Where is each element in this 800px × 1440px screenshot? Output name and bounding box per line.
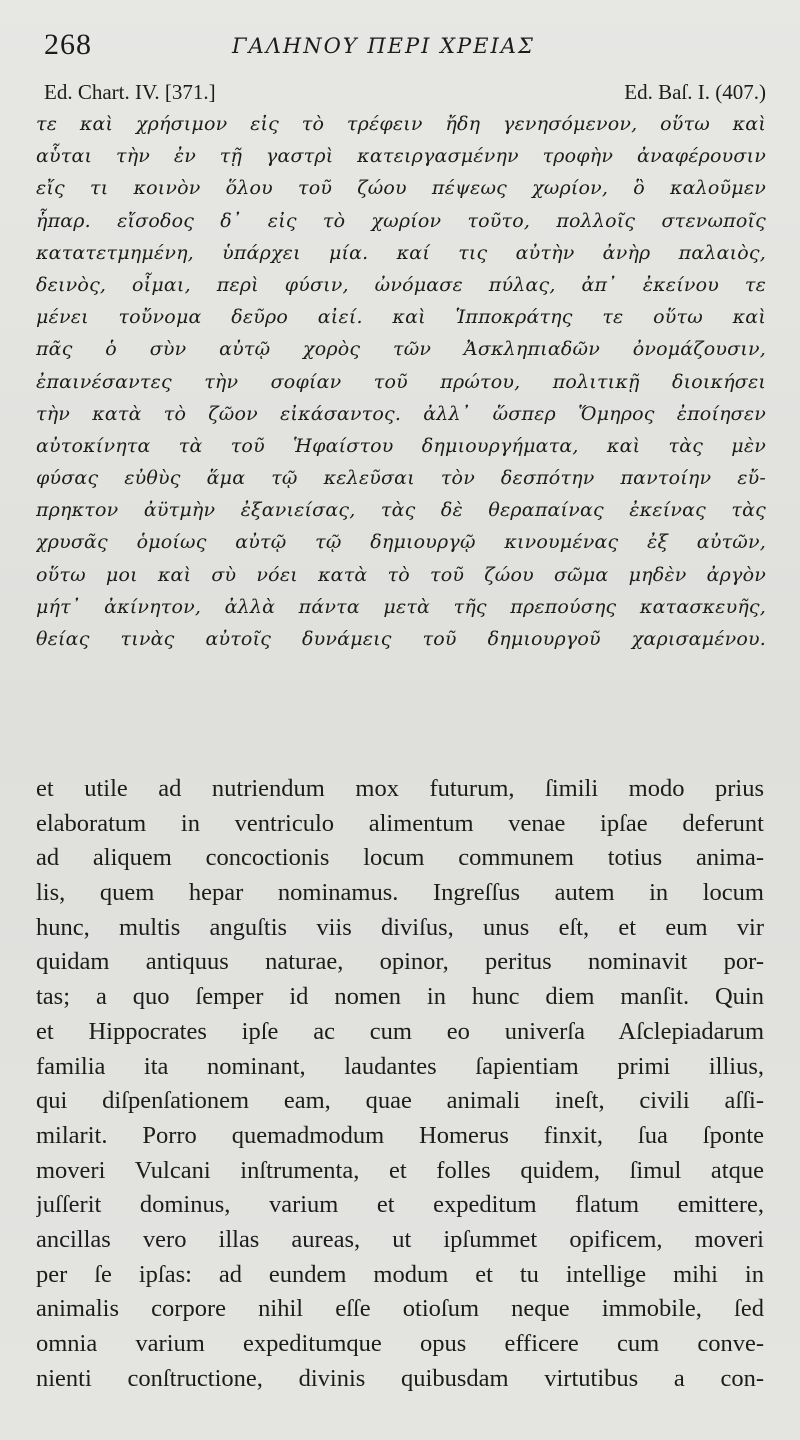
latin-text-line: juſſerit dominus, varium et expeditum flatum emittere, (36, 1191, 764, 1219)
latin-text-line: et Hippocrates ipſe ac cum eo univerſa Aſclepiadarum (36, 1017, 764, 1045)
greek-text-line: πρηκτον ἀϋτμὴν ἐξανιείσας, τὰς δὲ θεραπαίνας ἐκείνας τὰς (36, 499, 766, 522)
latin-text-line: elaboratum in ventriculo alimentum venae ipſae deferunt (36, 809, 764, 837)
latin-text-line: omnia varium expeditumque opus efficere cum conve- (36, 1330, 764, 1357)
edition-references (44, 80, 766, 110)
greek-text-line: θείας τινὰς αὐτοῖς δυνάμεις τοῦ δημιουργοῦ χαρισαμένου. (36, 628, 766, 650)
edition-reference-right: Ed. Baſ. I. (407.) (624, 80, 766, 104)
page-number: 268 (44, 28, 92, 61)
latin-text-line: per ſe ipſas: ad eundem modum et tu intellige mihi in (36, 1260, 764, 1288)
greek-text-line: κατατετμημένη, ὑπάρχει μία. καί τις αὐτὴν ἀνὴρ παλαιὸς, (36, 241, 766, 264)
edition-reference-left: Ed. Chart. IV. [371.] (44, 80, 216, 104)
greek-text-line: εἴς τι κοινὸν ὅλου τοῦ ζώου πέψεως χωρίον, ὃ καλοῦμεν (36, 177, 766, 200)
latin-text-line: nienti conſtructione, divinis quibusdam virtutibus a con- (36, 1364, 764, 1392)
latin-text-line: moveri Vulcani inſtrumenta, et folles quidem, ſimul atque (36, 1156, 764, 1184)
greek-text-line: αὗται τὴν ἐν τῇ γαστρὶ κατειργασμένην τροφὴν ἀναφέρουσιν (36, 145, 766, 168)
greek-text-line: φύσας εὐθὺς ἅμα τῷ κελεῦσαι τὸν δεσπότην παντοίην εὔ- (36, 467, 766, 490)
latin-text-line: milarit. Porro quemadmodum Homerus finxit, ſua ſponte (36, 1121, 764, 1149)
running-title: ΓΑΛΗΝΟΥ ΠΕΡΙ ΧΡΕΙΑΣ (232, 34, 535, 58)
latin-text-line: ancillas vero illas aureas, ut ipſummet opificem, moveri (36, 1225, 764, 1253)
latin-text-line: animalis corpore nihil eſſe otioſum neque immobile, ſed (36, 1295, 764, 1323)
latin-text-line: hunc, multis anguſtis viis diviſus, unus eſt, et eum vir (36, 913, 764, 941)
page-header (44, 28, 770, 72)
greek-text-line: ἐπαινέσαντες τὴν σοφίαν τοῦ πρώτου, πολιτικῇ διοικήσει (36, 370, 766, 393)
greek-text-block (36, 108, 766, 655)
greek-text-line: οὕτω μοι καὶ σὺ νόει κατὰ τὸ τοῦ ζώου σῶμα μηδὲν ἀργὸν (36, 563, 766, 586)
greek-text-line: τὴν κατὰ τὸ ζῶον εἰκάσαντος. ἀλλ᾽ ὥσπερ Ὅμηρος ἐποίησεν (36, 402, 766, 425)
latin-text-line: lis, quem hepar nominamus. Ingreſſus autem in locum (36, 879, 764, 907)
greek-text-line: ἧπαρ. εἴσοδος δ᾽ εἰς τὸ χωρίον τοῦτο, πολλοῖς στενωποῖς (36, 209, 766, 232)
greek-text-line: πᾶς ὁ σὺν αὐτῷ χορὸς τῶν Ἀσκληπιαδῶν ὀνομάζουσιν, (36, 338, 766, 361)
greek-text-line: χρυσᾶς ὁμοίως αὐτῷ τῷ δημιουργῷ κινουμένας ἐξ αὐτῶν, (36, 531, 766, 554)
latin-text-line: familia ita nominant, laudantes ſapientiam primi illius, (36, 1052, 764, 1080)
latin-text-line: quidam antiquus naturae, opinor, peritus nominavit por- (36, 948, 764, 976)
greek-text-line: μήτ᾽ ἀκίνητον, ἀλλὰ πάντα μετὰ τῆς πρεπούσης κατασκευῆς, (36, 595, 766, 618)
greek-text-line: δεινὸς, οἶμαι, περὶ φύσιν, ὠνόμασε πύλας, ἀπ᾽ ἐκείνου τε (36, 273, 766, 296)
latin-text-line: qui diſpenſationem eam, quae animali ineſt, civili aſſi- (36, 1087, 764, 1115)
greek-text-line: μένει τοὔνομα δεῦρο αἰεί. καὶ Ἱπποκράτης τε οὕτω καὶ (36, 306, 766, 329)
greek-text-line: αὐτοκίνητα τὰ τοῦ Ἡφαίστου δημιουργήματα, καὶ τὰς μὲν (36, 434, 766, 457)
latin-text-line: tas; a quo ſemper id nomen in hunc diem manſit. Quin (36, 983, 764, 1011)
latin-text-line: ad aliquem concoctionis locum communem totius anima- (36, 844, 764, 872)
latin-text-block (36, 772, 764, 1396)
latin-text-line: et utile ad nutriendum mox futurum, ſimili modo prius (36, 775, 764, 802)
greek-text-line: τε καὶ χρήσιμον εἰς τὸ τρέφειν ἤδη γενησόμενον, οὕτω καὶ (36, 113, 766, 135)
